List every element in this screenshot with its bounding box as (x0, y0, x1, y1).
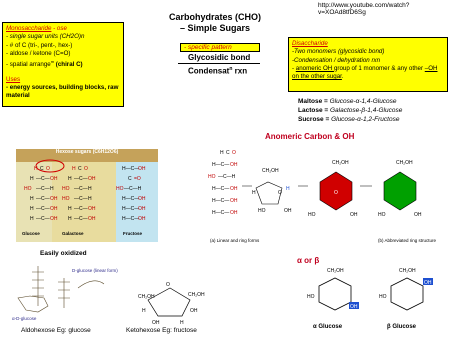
svg-text:HO: HO (308, 212, 316, 218)
svg-text:H: H (30, 196, 34, 202)
svg-text:CH₂OH: CH₂OH (332, 160, 349, 166)
condensation-rest: rxn (232, 66, 248, 76)
sugar-formula: Glucose-α-1,4-Glucose (329, 98, 397, 105)
alpha-or-beta-label: α or β (297, 256, 320, 265)
svg-text:C: C (78, 166, 82, 172)
svg-text:OH: OH (50, 176, 58, 182)
linear-glucose (208, 150, 238, 216)
disaccharide-list (298, 97, 402, 124)
svg-text:HO: HO (62, 186, 70, 192)
fructose-label: Fructose (123, 231, 143, 236)
svg-text:H: H (72, 166, 76, 172)
di-line-3b: anomeric OH (295, 64, 334, 72)
svg-text:—C—: —C— (74, 206, 88, 212)
svg-text:OH: OH (414, 212, 422, 218)
abbrev-caption: (b) Abbreviated ring structure (378, 238, 437, 243)
uses-heading: Uses (6, 75, 21, 83)
mono-line-4-text: - spatial arrange (6, 61, 51, 69)
svg-text:—C—: —C— (36, 196, 50, 202)
mono-heading-text: Monosaccharide (6, 25, 52, 32)
svg-text:H: H (68, 176, 72, 182)
svg-text:OH: OH (138, 206, 146, 212)
sugar-formula: Galactose-β-1,4-Glucose (329, 107, 403, 114)
aldohexose-label: Aldohexose Eg: glucose (21, 327, 91, 334)
svg-text:OH: OH (230, 198, 238, 204)
svg-text:CH₂OH: CH₂OH (262, 168, 279, 174)
hexagon-ring-green (378, 160, 422, 218)
svg-text:C: C (40, 166, 44, 172)
svg-text:HO: HO (379, 294, 387, 300)
svg-text:H: H (30, 206, 34, 212)
svg-text:O: O (278, 190, 282, 196)
aldohexose-figure (4, 258, 118, 324)
svg-text:OH: OH (88, 206, 96, 212)
svg-text:HO: HO (258, 208, 266, 214)
svg-text:CH₂OH: CH₂OH (396, 160, 413, 166)
svg-text:—C—H: —C—H (218, 174, 236, 180)
ketohexose-label: Ketohexose Eg: fructose (126, 327, 197, 334)
svg-text:OH: OH (50, 216, 58, 222)
mono-line-3: - aldose / ketone (C=O) (6, 49, 71, 57)
aldehyde-highlight (30, 158, 70, 176)
svg-text:H: H (30, 176, 34, 182)
svg-text:H: H (68, 206, 72, 212)
svg-text:H: H (286, 186, 290, 192)
svg-text:OH: OH (88, 216, 96, 222)
specific-pattern-label (180, 43, 260, 52)
di-line-1: -Two monomers (glycosidic bond) (292, 48, 385, 56)
svg-text:—C—: —C— (36, 176, 50, 182)
sugar-sucrose (298, 115, 402, 124)
easily-oxidized-label: Easily oxidized (40, 250, 87, 257)
alpha-glucose-ring (307, 268, 359, 330)
di-line-3c: group of 1 monomer & any other (333, 64, 425, 72)
svg-text:OH: OH (50, 206, 58, 212)
svg-text:H: H (50, 186, 54, 192)
di-line-3 (292, 65, 444, 82)
svg-text:—C—: —C— (36, 216, 50, 222)
glucose-label: Glucose (22, 231, 40, 236)
svg-text:OH: OH (350, 212, 358, 218)
title-line-1: Carbohydrates (CHO) (168, 12, 261, 22)
galactose-label: Galactose (62, 231, 84, 236)
svg-text:CH₂OH: CH₂OH (138, 294, 155, 300)
svg-text:OH: OH (50, 196, 58, 202)
hexagon-ring-red (308, 160, 358, 218)
svg-text:O: O (334, 190, 338, 196)
svg-text:—C—: —C— (74, 176, 88, 182)
svg-text:OH: OH (88, 176, 96, 182)
svg-text:—C—: —C— (74, 186, 88, 192)
di-line-3e: . (341, 73, 344, 81)
svg-text:HO: HO (208, 174, 216, 180)
title-line-2: – Simple Sugars (179, 23, 251, 33)
svg-text:H—C—: H—C— (212, 198, 230, 204)
anomeric-heading: Anomeric Carbon & OH (265, 132, 355, 141)
svg-text:H: H (142, 308, 146, 314)
mono-heading (6, 25, 120, 33)
svg-text:—C—H: —C—H (124, 186, 142, 192)
sugar-maltose (298, 97, 402, 106)
disaccharide-box (288, 37, 448, 92)
svg-text:—C—: —C— (74, 216, 88, 222)
svg-text:—C—: —C— (36, 186, 50, 192)
beta-glucose-label: β Glucose (387, 324, 417, 330)
condensation-sup: n (229, 66, 233, 72)
svg-text:O: O (166, 282, 170, 288)
alpha-beta-rings (305, 262, 447, 334)
page-title (160, 12, 270, 34)
mono-line-4 (6, 58, 120, 69)
linear-caption: (a) Linear and ring forms (210, 238, 260, 243)
sugar-formula: Glucose-α-1,2-Fructose (331, 116, 400, 123)
svg-text:H: H (88, 196, 92, 202)
svg-text:CH₂OH: CH₂OH (327, 268, 344, 274)
uses-line: - energy sources, building blocks, raw material (6, 83, 119, 100)
svg-text:OH: OH (350, 304, 358, 310)
glycosidic-bond-label: Glycosidic bond (188, 53, 251, 62)
svg-text:H—C—: H—C— (122, 196, 140, 202)
svg-text:H: H (252, 190, 256, 196)
svg-text:O: O (84, 166, 88, 172)
svg-text:H—C—: H—C— (212, 186, 230, 192)
svg-text:H: H (34, 166, 38, 172)
svg-text:CH₂OH: CH₂OH (188, 292, 205, 298)
sugar-lactose (298, 106, 402, 115)
beta-glucose-ring (379, 268, 433, 330)
svg-text:O: O (46, 166, 50, 172)
mono-line-4-sup: m (50, 59, 55, 65)
svg-text:C: C (128, 176, 132, 182)
svg-text:=O: =O (134, 176, 141, 182)
svg-text:OH: OH (284, 208, 292, 214)
svg-text:C: C (226, 150, 230, 156)
svg-text:OH: OH (152, 320, 160, 324)
svg-text:O: O (232, 150, 236, 156)
divider (178, 63, 260, 64)
sugar-name: Lactose = (298, 107, 330, 114)
ketohexose-figure (128, 262, 212, 324)
svg-text:H: H (68, 216, 72, 222)
svg-text:OH: OH (230, 162, 238, 168)
d-glucose-label: D-glucose (linear form) (72, 268, 118, 273)
svg-text:OH: OH (138, 216, 146, 222)
di-line-3d: –OH on the other sugar (292, 64, 438, 81)
svg-text:CH₂OH: CH₂OH (399, 268, 416, 274)
svg-text:H—C—: H—C— (122, 206, 140, 212)
alpha-glucose-label: α Glucose (313, 324, 343, 330)
svg-text:H—C—: H—C— (122, 166, 140, 172)
sugar-name: Sucrose = (298, 116, 332, 123)
di-heading: Disaccharide (292, 40, 328, 47)
svg-text:OH: OH (190, 308, 198, 314)
di-line-2: -Condensation / dehydration rxn (292, 56, 381, 64)
condensation-label (188, 66, 247, 76)
condensation-text: Condensat (188, 66, 230, 76)
svg-text:OH: OH (230, 210, 238, 216)
svg-text:H: H (220, 150, 224, 156)
svg-text:OH: OH (138, 166, 146, 172)
svg-text:HO: HO (62, 196, 70, 202)
svg-text:OH: OH (424, 280, 432, 286)
svg-text:H: H (180, 320, 184, 324)
di-line-3a: - (292, 64, 296, 72)
svg-text:H—C—: H—C— (212, 210, 230, 216)
fructose-structure (116, 166, 146, 222)
ring-intermediate (252, 168, 292, 214)
monosaccharide-box (2, 22, 124, 107)
anomeric-figure (208, 142, 448, 254)
svg-text:—C—: —C— (74, 196, 88, 202)
specific-pattern-text: - specific pattern (184, 44, 232, 51)
svg-text:H: H (88, 186, 92, 192)
svg-text:OH: OH (138, 196, 146, 202)
svg-text:HO: HO (307, 294, 315, 300)
mono-heading-suffix: - ose (51, 25, 67, 32)
svg-text:HO: HO (378, 212, 386, 218)
sugar-name: Maltose = (298, 98, 330, 105)
hexose-header-text: Hexose sugars (C6H12O6) (55, 149, 119, 155)
svg-text:OH: OH (230, 186, 238, 192)
alpha-d-glucose-label: α-D-glucose (12, 316, 37, 321)
svg-text:—C—: —C— (36, 206, 50, 212)
svg-text:HO: HO (24, 186, 32, 192)
mono-line-2: - # of C (tri-, pent-, hex-) (6, 41, 73, 49)
mono-line-4-rest: (chiral C) (54, 61, 83, 69)
svg-text:H—C—: H—C— (122, 216, 140, 222)
svg-text:H—C—: H—C— (212, 162, 230, 168)
source-url[interactable]: http://www.youtube.com/watch?v=XOAd8tfD6Sg (318, 2, 410, 16)
mono-line-1: - single sugar units (CH2O)n (6, 33, 85, 41)
svg-text:H: H (30, 216, 34, 222)
svg-text:HO: HO (116, 186, 124, 192)
